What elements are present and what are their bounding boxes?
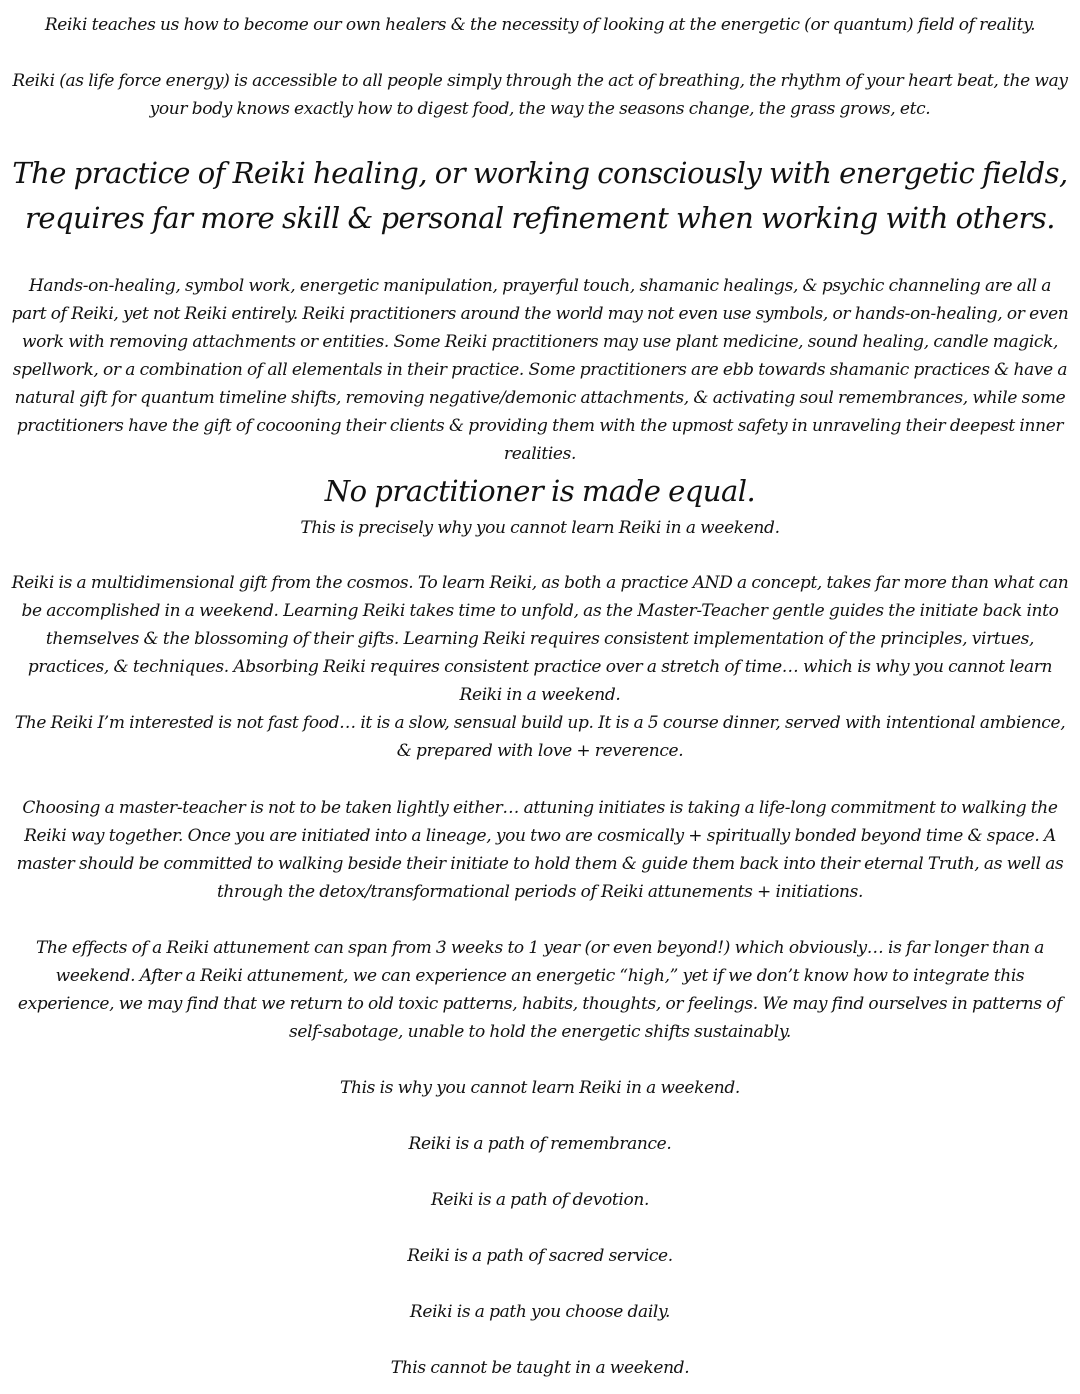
paragraph-devotion: Reiki is a path of devotion. [430,1190,649,1210]
paragraph-remembrance: Reiki is a path of remembrance. [408,1134,672,1154]
paragraph-attunement-effects: The effects of a Reiki attunement can span from 3 weeks to 1 year (or even beyond!) which obviously… is far longer than a weekend. After a Reiki attunement, we can experience an energetic “high,” yet if we don’t know how to integrate this experience, we may find that we return to old toxic patterns, habits, thoughts, or feelings. We may find ourselves in patterns of self-sabotage, unable to hold the energetic shifts sustainably. [17,938,1063,1042]
paragraph-cannot-learn: This is why you cannot learn Reiki in a weekend. [340,1078,740,1098]
heading-practice: The practice of Reiki healing, or working consciously with energetic fields, requires far more skill & personal refinement when working with others. [12,156,1068,235]
paragraph-not-fast-food: The Reiki I’m interested is not fast food… it is a slow, sensual build up. It is a 5 course dinner, served with intentional ambience, & prepared with love + reverence. [14,713,1066,761]
paragraph-choosing-master: Choosing a master-teacher is not to be taken lightly either… attuning initiates is taking a life-long commitment to walking the Reiki way together. Once you are initiated into a lineage, you two are cosmically + spiritually bonded beyond time & space. A master should be committed to walking beside their initiate to hold them & guide them back into their eternal Truth, as well as through the detox/transformational periods of Reiki attunements + initiations. [16,798,1064,902]
paragraph-life-force: Reiki (as life force energy) is accessible to all people simply through the act of breathing, the rhythm of your heart beat, the way your body knows exactly how to digest food, the way the seasons change, the grass grows, etc. [12,71,1068,119]
paragraph-cannot-be-taught: This cannot be taught in a weekend. [390,1358,690,1378]
paragraph-hands-on-healing: Hands-on-healing, symbol work, energetic manipulation, prayerful touch, shamanic healings, & psychic channeling are all a part of Reiki, yet not Reiki entirely. Reiki practitioners around the world may not even use symbols, or hands-on-healing, or even work with removing attachments or entities. Some Reiki practitioners may use plant medicine, sound healing, candle magick, spellwork, or a combination of all elementals in their practice. Some practitioners are ebb towards shamanic practices & have a natural gift for quantum timeline shifts, removing negative/demonic attachments, & activating soul remembrances, while some practitioners have the gift of cocooning their clients & providing them with the upmost safety in unraveling their deepest inner realities. [11,276,1069,464]
heading-no-practitioner: No practitioner is made equal. [324,474,756,508]
paragraph-sacred-service: Reiki is a path of sacred service. [407,1246,673,1266]
paragraph-precisely-why: This is precisely why you cannot learn Reiki in a weekend. [300,518,780,538]
paragraph-choose-daily: Reiki is a path you choose daily. [409,1302,671,1322]
paragraph-intro: Reiki teaches us how to become our own healers & the necessity of looking at the energetic (or quantum) field of reality. [44,15,1036,35]
paragraph-multidimensional-gift: Reiki is a multidimensional gift from the cosmos. To learn Reiki, as both a practice AND a concept, takes far more than what can be accomplished in a weekend. Learning Reiki takes time to unfold, as the Master-Teacher gentle guides the initiate back into themselves & the blossoming of their gifts. Learning Reiki requires consistent implementation of the principles, virtues, practices, & techniques. Absorbing Reiki requires consistent practice over a stretch of time… which is why you cannot learn Reiki in a weekend. [11,573,1069,705]
